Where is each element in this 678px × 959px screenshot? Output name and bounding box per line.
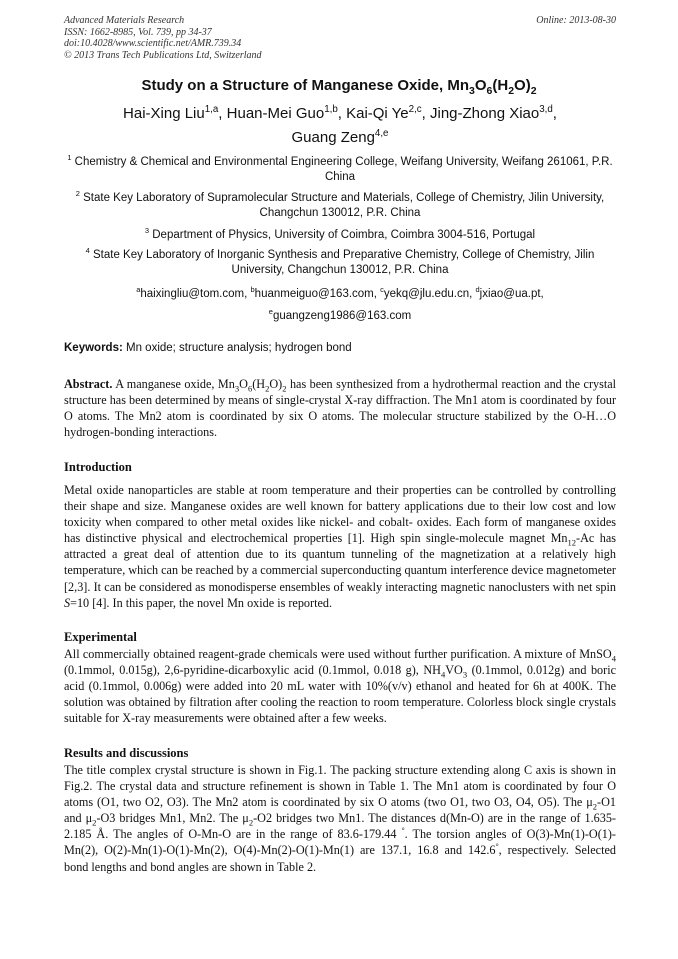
author-name: Guang Zeng	[291, 129, 375, 146]
affiliation-4	[60, 248, 620, 278]
introduction-heading: Introduction	[64, 460, 132, 474]
results-text: . The torsion angles of O(3)-Mn(1)-O(1)-Mn(2), O(2)-Mn(1)-O(1)-Mn(2), O(4)-Mn(2)-O(1)-Mn(1) are 137.1, 16.8 and 142.6	[64, 827, 616, 858]
title-sub: 2	[508, 85, 515, 97]
author-list: Hai-Xing Liu$^{1,a}$, Huan-Mei Guo$^{1,b}$, Kai-Qi Ye$^{2,c}$, Jing-Zhong Xiao$^{3,d}$, Guang Zeng$^{4,e}$	[123, 104, 557, 146]
author-name: Kai-Qi Ye	[346, 105, 409, 122]
results-text: The title complex crystal structure is shown in Fig.1. The packing structure extending along C axis is shown in Fig.2. The crystal data and structure refinement is shown in Table 1. The Mn1 atom is coordinated by four O atoms (O1, two O2, O3). The Mn2 atom is coordinated by six O atoms (two O1, two O3, O4, O5). The μ	[64, 763, 616, 810]
results-text: -O3 bridges Mn1, Mn2. The μ	[96, 811, 249, 826]
title-sub: 2	[530, 85, 537, 97]
author-affil-mark: 3,d	[539, 104, 553, 115]
author-affil-mark: 1,a	[204, 104, 219, 115]
formula-sub: 4	[611, 653, 616, 664]
author-affil-mark: 2,c	[408, 104, 422, 115]
degree-mark: °	[495, 842, 499, 852]
keywords-text: Mn oxide; structure analysis; hydrogen bond	[126, 342, 352, 354]
title-sub: 6	[486, 85, 493, 97]
title-text: Study on a Structure of Manganese Oxide, Mn	[141, 77, 469, 94]
journal-header	[64, 15, 616, 61]
email-link[interactable]: jxiao@ua.pt,	[479, 288, 544, 300]
formula-sub: 4	[440, 669, 446, 680]
affiliation-2	[60, 191, 620, 221]
abstract-text: A manganese oxide, Mn	[115, 377, 235, 391]
results-text: , respectively. Selected bond lengths and bond angles are shown in Table 2.	[64, 843, 616, 874]
journal-name: Advanced Materials Research	[64, 15, 185, 26]
formula-sub: 6	[247, 383, 253, 394]
email-link[interactable]: yekq@jlu.edu.cn,	[383, 288, 473, 300]
experimental-heading: Experimental	[64, 630, 137, 644]
paper-title	[0, 77, 678, 97]
keywords-line	[64, 342, 616, 354]
title-text: O	[474, 77, 487, 94]
abstract-label: Abstract.	[64, 377, 113, 391]
experimental-text: (0.1mmol, 0.015g), 2,6-pyridine-dicarboxylic acid (0.1mmol, 0.018 g), NH	[64, 663, 441, 678]
copyright-line: © 2013 Trans Tech Publications Ltd, Switzerland	[64, 49, 262, 61]
intro-text: Metal oxide nanoparticles are stable at room temperature and their properties can be controlled by controlling their shape and size. Manganese oxides are well known for battery applications due to their low cost and low toxicity when compared to other metal oxides like nickel- and cobalt- oxides. Each form of manganese oxides has distinctive physical and electrochemical properties [1]. High spin single-molecule magnet Mn	[64, 483, 616, 546]
title-text: (H	[492, 77, 509, 94]
affil-number: 3	[144, 226, 150, 236]
author-name: Jing-Zhong Xiao	[430, 105, 540, 122]
keywords-label: Keywords:	[64, 342, 123, 354]
formula-sub: 2	[592, 801, 598, 812]
author-name: Huan-Mei Guo	[226, 105, 325, 122]
experimental-text: VO	[445, 663, 463, 678]
formula-sub: 3	[462, 669, 468, 680]
author-name: Hai-Xing Liu	[123, 105, 205, 122]
author-affil-mark: 1,b	[324, 104, 338, 115]
affil-text: State Key Laboratory of Supramolecular Structure and Materials, College of Chemistry, Jilin University, Changchun 130012, P.R. China	[83, 192, 605, 219]
formula-sub: 2	[265, 383, 270, 394]
affil-number: 4	[85, 246, 90, 256]
title-text: O)	[514, 77, 531, 94]
results-paragraph	[64, 762, 616, 875]
formula-sub: 3	[234, 383, 240, 394]
issn-line: ISSN: 1662-8985, Vol. 739, pp 34-37	[64, 26, 212, 38]
formula-sub: 2	[282, 383, 287, 394]
results-text: -O1 and μ	[64, 795, 616, 826]
email-mark: c	[380, 285, 384, 295]
formula-sub: 2	[92, 817, 97, 828]
formula-sub: 12	[567, 537, 577, 548]
spin-symbol: S	[64, 595, 71, 610]
email-link[interactable]: huanmeiguo@163.com,	[254, 288, 377, 300]
email-mark: b	[250, 285, 255, 295]
affil-number: 2	[75, 189, 80, 199]
email-link[interactable]: haixingliu@tom.com,	[140, 288, 248, 300]
affiliation-3	[60, 228, 620, 243]
intro-text: -Ac has attracted a great deal of attention due to its quantum tunneling of the magnetization at a relatively high temperature, which can be reached by a commercial superconducting quantum interference device magnetometer [2,3]. It can be considered as monodisperse ensembles of weakly interacting magnetic nanoclusters with net spin	[64, 531, 616, 594]
affil-number: 1	[67, 153, 72, 163]
affiliation-1	[60, 155, 620, 185]
affil-text: Chemistry & Chemical and Environmental Engineering College, Weifang University, Weifang 261061, P.R. China	[74, 156, 613, 183]
title-sub: 3	[469, 85, 475, 97]
formula-sub: 2	[248, 817, 254, 828]
experimental-paragraph	[64, 646, 616, 726]
email-mark: e	[268, 307, 273, 317]
affil-text: State Key Laboratory of Inorganic Synthesis and Preparative Chemistry, College of Chemistry, Jilin University, Changchun 130012, P.R. China	[93, 249, 595, 276]
experimental-text: (0.1mmol, 0.012g) and boric acid (0.1mmol, 0.006g) were added into 20 mL water with 10%(v/v) ethanol and heated for 6h at 400K. The solution was obtained by filtration after cooling the reaction to room temperature. Colorless block single crystals suitable for X-ray measurements were obtained after a few weeks.	[64, 663, 616, 726]
intro-text: =10 [4]. In this paper, the novel Mn oxide is reported.	[70, 595, 333, 610]
doi-line: doi:10.4028/www.scientific.net/AMR.739.34	[64, 38, 242, 49]
experimental-text: All commercially obtained reagent-grade chemicals were used without further purification. A mixture of MnSO	[64, 647, 612, 661]
author-affil-mark: 4,e	[374, 128, 389, 139]
degree-mark: °	[401, 826, 405, 836]
affil-text: Department of Physics, University of Coimbra, Coimbra 3004-516, Portugal	[152, 229, 536, 241]
email-mark: a	[136, 285, 141, 295]
abstract-paragraph: Abstract. A manganese oxide, $Mn_3O_6(H_2O)_2$ has been synthesized from a hydrothermal reaction and the crystal structure has been determined by means of single-crystal X-ray diffraction. The Mn1 atom is coordinated by four O atoms. The Mn2 atom is coordinated by six O atoms. The molecular structure stabilized by the O-H…O hydrogen-bonding interactions.	[64, 377, 617, 440]
email-mark: d	[475, 285, 480, 295]
introduction-paragraph	[64, 482, 616, 611]
online-date: Online: 2013-08-30	[536, 15, 616, 26]
results-heading: Results and discussions	[64, 746, 189, 760]
email-list	[60, 283, 620, 327]
abstract-text: has been synthesized from a hydrothermal reaction and the crystal structure has been determined by means of single-crystal X-ray diffraction. The Mn1 atom is coordinated by four O atoms. The Mn2 atom is coordinated by six O atoms. The molecular structure stabilized by the O-H…O hydrogen-bonding interactions.	[64, 377, 617, 440]
results-text: -O2 bridges two Mn1. The distances d(Mn-O) are in the range of 1.635-2.185 Å. The angles of O-Mn-O are in the range of 83.6-179.44	[64, 811, 616, 842]
email-link[interactable]: guangzeng1986@163.com	[272, 310, 412, 322]
